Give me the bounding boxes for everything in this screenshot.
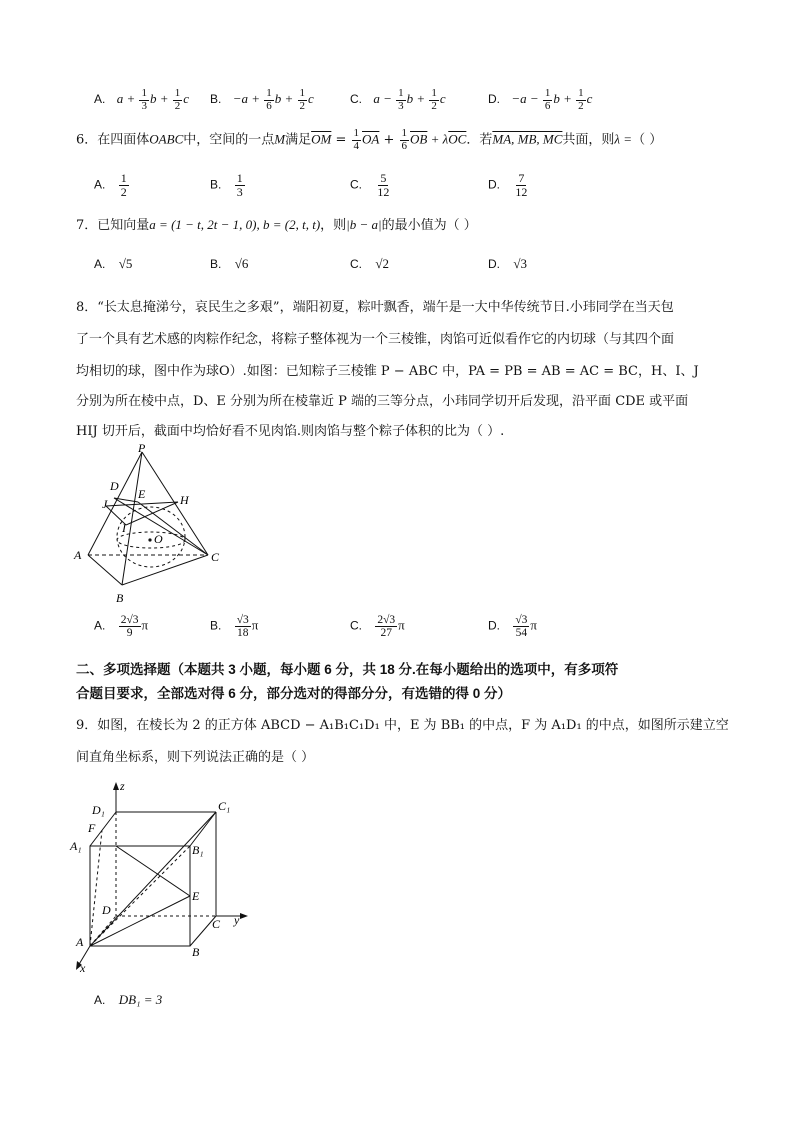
option-label: A. <box>94 993 106 1007</box>
option-label: D. <box>488 618 500 633</box>
label-B: B <box>116 591 124 605</box>
label-H: H <box>180 493 189 507</box>
q8-option-b[interactable]: B. $\frac{√3}{18}$ π <box>210 614 259 640</box>
q8-option-a[interactable]: A. $\frac{2√3}{9}$ π <box>94 614 149 640</box>
q9-line-2: 间直角坐标系，则下列说法正确的是（ ） <box>76 750 315 765</box>
label-x: x <box>80 961 86 975</box>
q8-line-4: 分别为所在棱中点，D、E 分别为所在棱靠近 P 端的三等分点，小玮同学切开后发现，沿平面 CDE 或平面 <box>76 394 689 409</box>
label-F: F <box>88 821 96 835</box>
q9-option-a[interactable] <box>94 992 162 1008</box>
label-I: I <box>122 521 126 535</box>
section-2-heading-line-1: 二、多项选择题（本题共 3 小题，每小题 6 分，共 18 分.在每小题给出的选项中，有多项符 <box>76 662 619 677</box>
q5-option-c-expr: a − $\frac{1}{3}$ b + $\frac{1}{2}$ c <box>373 87 446 112</box>
q9-line-1: 9．如图，在棱长为 2 的正方体 ABCD − A₁B₁C₁D₁ 中，E 为 BB₁ 的中点，F 为 A₁D₁ 的中点，如图所示建立空 <box>76 718 729 733</box>
q8-option-c[interactable]: C. $\frac{2√3}{27}$ π <box>350 614 405 640</box>
label-E: E <box>138 487 146 501</box>
option-label: D. <box>488 177 500 192</box>
option-label: C. <box>350 257 362 271</box>
label-J: J <box>102 497 108 511</box>
label-D: D <box>102 903 111 917</box>
label-A1: A₁ <box>70 839 82 853</box>
q5-option-b[interactable] <box>210 88 314 112</box>
q5-option-d[interactable] <box>488 88 592 112</box>
option-label: A. <box>94 257 106 271</box>
q6-option-d[interactable]: D. $\frac{7}{12}$ <box>488 171 528 199</box>
q7-option-b[interactable]: B. √6 <box>210 256 249 271</box>
label-D: D <box>110 479 119 493</box>
q8-line-5: HIJ 切开后，截面中均恰好看不见肉馅.则肉馅与整个粽子体积的比为（ ）. <box>76 424 505 439</box>
label-C: C <box>212 917 221 931</box>
label-P: P <box>138 441 146 455</box>
option-label: A. <box>94 618 106 633</box>
section-2-heading-line-2: 合题目要求，全部选对得 6 分，部分选对的得部分分，有选错的得 0 分） <box>76 686 512 701</box>
label-z: z <box>120 779 125 793</box>
q9-cube-figure <box>66 776 266 976</box>
option-label: B. <box>210 257 222 271</box>
q7-option-c[interactable]: C. √2 <box>350 256 389 271</box>
q7-option-d[interactable]: D. √3 <box>488 256 527 271</box>
label-O: O <box>154 532 163 546</box>
option-label: B. <box>210 618 222 633</box>
q6-option-a[interactable]: A. $\frac{1}{2}$ <box>94 171 127 199</box>
q5-option-b-expr: −a + $\frac{1}{6}$ b + $\frac{1}{2}$ c <box>232 87 314 112</box>
label-B1: B₁ <box>192 843 204 857</box>
option-label: A. <box>94 177 106 192</box>
q6-stem: 6．在四面体OABC中，空间的一点M满足$\overline{OM}$ = $\frac{1}{4}$ $\overline{OA}$ + $\frac{1}{6}$ $\overline{OB} + \lambda\overline{OC}$．若MA, MB, MC共面，则λ =（ ） <box>76 127 663 152</box>
label-E: E <box>192 889 200 903</box>
q5-option-d-expr: −a − $\frac{1}{6}$ b + $\frac{1}{2}$ c <box>511 87 593 112</box>
q8-pyramid-figure <box>66 440 236 610</box>
option-label: D. <box>488 257 500 271</box>
label-B: B <box>192 945 200 959</box>
option-label: C. <box>350 618 362 633</box>
option-label: D. <box>488 92 500 107</box>
option-label: A. <box>94 92 106 107</box>
label-D1: D₁ <box>92 803 105 817</box>
q5-option-a[interactable] <box>94 88 189 112</box>
label-y: y <box>234 913 240 927</box>
label-A: A <box>76 935 84 949</box>
q7-stem: 7．已知向量a = (1 − t, 2t − 1, 0), b = (2, t, t)，则|b − a|的最小值为（ ） <box>76 217 477 233</box>
option-label: B. <box>210 177 222 192</box>
q7-option-a[interactable]: A. √5 <box>94 256 133 271</box>
option-label: C. <box>350 92 362 107</box>
option-label: C. <box>350 177 362 192</box>
q6-option-b[interactable]: B. $\frac{1}{3}$ <box>210 171 243 199</box>
label-C: C <box>211 550 220 564</box>
q5-option-c[interactable] <box>350 88 446 112</box>
q6-option-c[interactable]: C. $\frac{5}{12}$ <box>350 171 390 199</box>
q8-option-d[interactable]: D. $\frac{√3}{54}$ π <box>488 614 537 640</box>
q8-line-3: 均相切的球，图中作为球O）.如图：已知粽子三棱锥 P − ABC 中，PA = PB = AB = AC = BC，H、I、J <box>76 364 699 379</box>
q9-option-a-text: DB₁ = 3 <box>118 992 163 1007</box>
option-label: B. <box>210 92 222 107</box>
q5-option-a-expr: a + $\frac{1}{3}$ b + $\frac{1}{2}$ c <box>116 87 190 112</box>
q8-line-2: 了一个具有艺术感的肉粽作纪念，将粽子整体视为一个三棱锥，肉馅可近似看作它的内切球（与其四个面 <box>76 332 675 347</box>
q8-line-1: 8．“长太息掩涕兮，哀民生之多艰”，端阳初夏，粽叶飘香，端午是一大中华传统节日.小玮同学在当天包 <box>76 300 674 315</box>
label-C1: C₁ <box>218 799 231 813</box>
label-A: A <box>74 548 82 562</box>
